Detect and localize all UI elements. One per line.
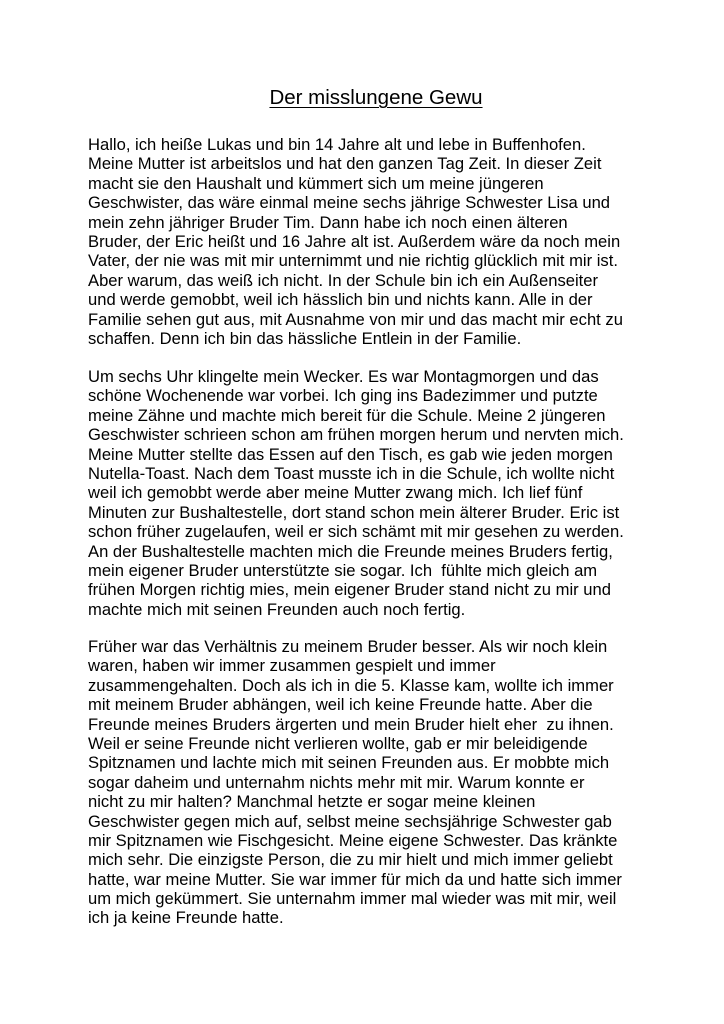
text-line: mein zehn jähriger Bruder Tim. Dann habe ich noch einen älteren (88, 212, 568, 232)
text-line: Meine Mutter ist arbeitslos und hat den ganzen Tag Zeit. In dieser Zeit (88, 154, 602, 174)
text-line: Aber warum, das weiß ich nicht. In der Schule bin ich ein Außenseiter (88, 270, 599, 290)
text-line: hatte, war meine Mutter. Sie war immer für mich da und hatte sich immer (88, 869, 622, 889)
text-line: frühen Morgen richtig mies, mein eigener Bruder stand nicht zu mir und (88, 580, 611, 600)
text-line: machte mich mit seinen Freunden auch noch fertig. (88, 599, 466, 619)
text-line: um mich gekümmert. Sie unternahm immer mal wieder was mit mir, weil (88, 889, 617, 909)
text-line: zusammengehalten. Doch als ich in die 5. Klasse kam, wollte ich immer (88, 675, 614, 695)
text-line: schöne Wochenende war vorbei. Ich ging ins Badezimmer und putzte (88, 386, 598, 406)
text-line: sogar daheim und unternahm nichts mehr mit mir. Warum konnte er (88, 772, 585, 792)
text-line: mich sehr. Die einzigste Person, die zu mir hielt und mich immer geliebt (88, 850, 613, 870)
text-line: nicht zu mir halten? Manchmal hetzte er sogar meine kleinen (88, 792, 536, 812)
document-title-text: Der misslungene Gewu (269, 86, 483, 109)
text-line: Bruder, der Eric heißt und 16 Jahre alt ist. Außerdem wäre da noch mein (88, 231, 621, 251)
text-line: meine Zähne und machte mich bereit für die Schule. Meine 2 jüngeren (88, 405, 606, 425)
document-title (0, 84, 724, 112)
text-line: Freunde meines Bruders ärgerten und mein Bruder hielt eher zu ihnen. (88, 714, 614, 734)
text-line: Nutella-Toast. Nach dem Toast musste ich in die Schule, ich wollte nicht (88, 463, 615, 483)
paragraph-3 (88, 637, 648, 928)
text-line: waren, haben wir immer zusammen gespielt und immer (88, 656, 496, 676)
text-line: und werde gemobbt, weil ich hässlich bin und nichts kann. Alle in der (88, 290, 593, 310)
text-line: Weil er seine Freunde nicht verlieren wollte, gab er mir beleidigende (88, 733, 588, 753)
text-line: ich ja keine Freunde hatte. (88, 908, 284, 928)
text-line: weil ich gemobbt werde aber meine Mutter zwang mich. Ich lief fünf (88, 483, 583, 503)
paragraph-1 (88, 135, 648, 348)
text-line: Minuten zur Bushaltestelle, dort stand schon mein älterer Bruder. Eric ist (88, 502, 620, 522)
text-line: mit meinem Bruder abhängen, weil ich keine Freunde hatte. Aber die (88, 695, 593, 715)
text-line: Früher war das Verhältnis zu meinem Bruder besser. Als wir noch klein (88, 637, 608, 656)
text-line: Spitznamen und lachte mich mit seinen Freunden aus. Er mobbte mich (88, 753, 610, 773)
text-line: Geschwister gegen mich auf, selbst meine sechsjährige Schwester gab (88, 811, 612, 831)
text-line: schon früher zugelaufen, weil er sich schämt mit mir gesehen zu werden. (88, 522, 624, 542)
text-line: schaffen. Denn ich bin das hässliche Entlein in der Familie. (88, 328, 522, 348)
text-line: Hallo, ich heiße Lukas und bin 14 Jahre alt und lebe in Buffenhofen. (88, 135, 586, 154)
text-line: mein eigener Bruder unterstützte sie sogar. Ich fühlte mich gleich am (88, 560, 598, 580)
text-line: mir Spitznamen wie Fischgesicht. Meine eigene Schwester. Das kränkte (88, 830, 618, 850)
text-line: Um sechs Uhr klingelte mein Wecker. Es war Montagmorgen und das (88, 367, 599, 386)
paragraph-2 (88, 367, 648, 619)
text-line: Geschwister schrieen schon am frühen morgen herum und nervten mich. (88, 425, 624, 445)
text-line: Vater, der nie was mit mir unternimmt und nie richtig glücklich mit mir ist. (88, 251, 618, 271)
text-line: Familie sehen gut aus, mit Ausnahme von mir und das macht mir echt zu (88, 309, 623, 329)
text-line: Meine Mutter stellte das Essen auf den Tisch, es gab wie jeden morgen (88, 444, 613, 464)
text-line: Geschwister, das wäre einmal meine sechs jährige Schwester Lisa und (88, 193, 611, 213)
text-line: An der Bushaltestelle machten mich die Freunde meines Bruders fertig, (88, 541, 613, 561)
text-line: macht sie den Haushalt und kümmert sich um meine jüngeren (88, 173, 544, 193)
